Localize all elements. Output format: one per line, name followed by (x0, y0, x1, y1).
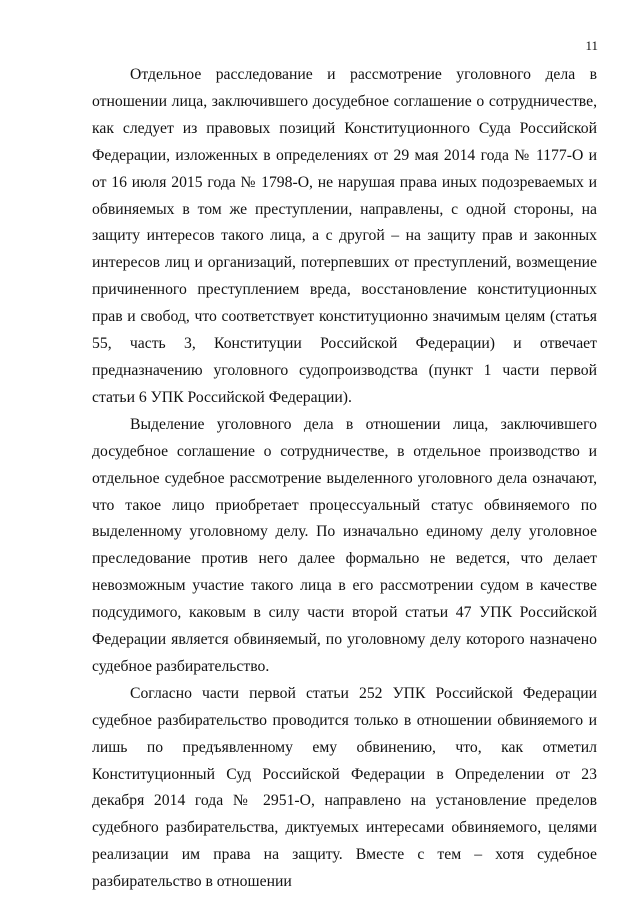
paragraph-3: Согласно части первой статьи 252 УПК Российской Федерации судебное разбирательство проводится только в отношении обвиняемого и лишь по предъявленному ему обвинению, что, как отметил Конституционный Суд Российской Федерации в Определении от 23 декабря 2014 года № 2951-О, направлено на установление пределов судебного разбирательства, диктуемых интересами обвиняемого, целями реализации им права на защиту. Вместе с тем – хотя судебное разбирательство в отношении (92, 684, 597, 891)
page-number: 11 (585, 38, 598, 53)
document-body (92, 62, 597, 896)
paragraph-2: Выделение уголовного дела в отношении лица, заключившего досудебное соглашение о сотрудничестве, в отдельное производство и отдельное судебное рассмотрение выделенного уголовного дела означают, что такое лицо приобретает процессуальный статус обвиняемого по выделенному уголовному делу. По изначально единому делу уголовное преследование против него далее формально не ведется, что делает невозможным участие такого лица в его рассмотрении судом в качестве подсудимого, каковым в силу части второй статьи 47 УПК Российской Федерации является обвиняемый, по уголовному делу которого назначено судебное разбирательство. (92, 415, 597, 675)
paragraph-1: Отдельное расследование и рассмотрение уголовного дела в отношении лица, заключившего досудебное соглашение о сотрудничестве, как следует из правовых позиций Конституционного Суда Российской Федерации, изложенных в определениях от 29 мая 2014 года № 1177-О и от 16 июля 2015 года № 1798-О, не нарушая права иных подозреваемых и обвиняемых в том же преступлении, направлены, с одной стороны, на защиту интересов такого лица, а с другой – на защиту прав и законных интересов лиц и организаций, потерпевших от преступлений, возмещение причиненного преступлением вреда, восстановление конституционных прав и свобод, что соответствует конституционно значимым целям (статья 55, часть 3, Конституции Российской Федерации) и отвечает предназначению уголовного судопроизводства (пункт 1 части первой статьи 6 УПК Российской Федерации). (92, 66, 597, 406)
